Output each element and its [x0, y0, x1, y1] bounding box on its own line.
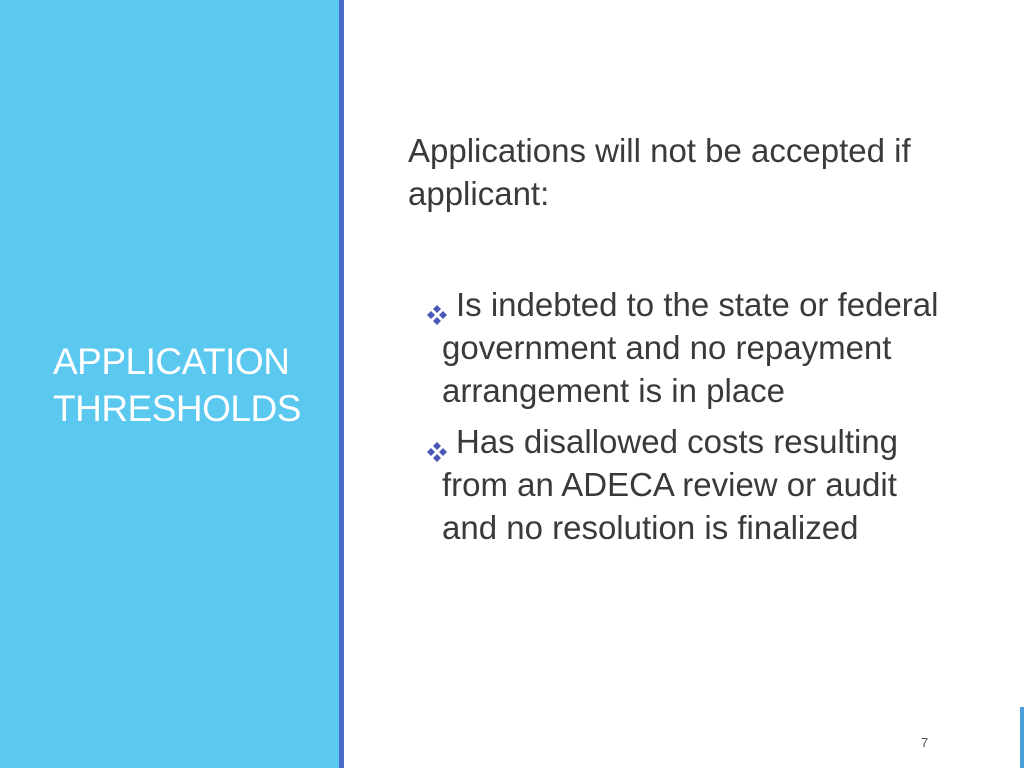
bullet-list [424, 283, 944, 557]
section-title [53, 338, 323, 432]
four-diamond-bullet-icon [424, 430, 450, 452]
section-title-line-1: APPLICATION [53, 341, 290, 382]
page-number: 7 [921, 735, 929, 750]
bullet-item-1 [424, 283, 944, 412]
right-edge-accent [1020, 707, 1024, 768]
bullet-text-2: Has disallowed costs resulting from an ADECA review or audit and no resolution is finalized [442, 423, 899, 546]
bullet-item-2 [424, 420, 944, 549]
section-title-line-2: THRESHOLDS [53, 388, 301, 429]
left-divider [339, 0, 344, 768]
bullet-text-1: Is indebted to the state or federal government and no repayment arrangement is in place [442, 286, 939, 409]
four-diamond-bullet-icon [424, 293, 450, 315]
intro-text: Applications will not be accepted if applicant: [408, 132, 911, 212]
